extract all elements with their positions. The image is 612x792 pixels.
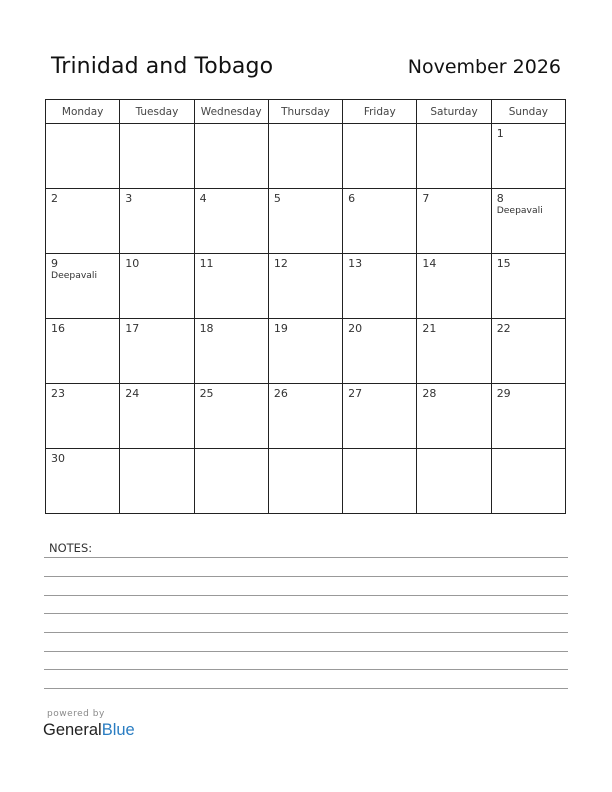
brand-general: General	[43, 721, 102, 739]
day-cell[interactable]	[491, 319, 565, 384]
day-cell[interactable]	[46, 189, 120, 254]
day-cell[interactable]	[194, 384, 268, 449]
day-cell[interactable]	[491, 449, 565, 514]
day-number: 24	[125, 387, 140, 400]
week-row	[46, 124, 566, 189]
day-number: 20	[348, 322, 363, 335]
day-cell[interactable]	[46, 319, 120, 384]
note-line	[44, 688, 568, 689]
note-line	[44, 669, 568, 670]
day-number: 9	[51, 257, 58, 270]
day-number: 17	[125, 322, 140, 335]
day-number: 21	[422, 322, 437, 335]
day-number: 2	[51, 192, 58, 205]
day-cell[interactable]	[120, 319, 194, 384]
weekday-header-row	[46, 100, 566, 124]
day-cell[interactable]	[343, 189, 417, 254]
day-number: 29	[496, 387, 511, 400]
note-line	[44, 613, 568, 614]
note-line	[44, 576, 568, 577]
day-number: 28	[422, 387, 437, 400]
brand-blue: Blue	[101, 721, 135, 739]
week-row	[46, 384, 566, 449]
day-cell[interactable]	[46, 449, 120, 514]
day-number: 30	[51, 452, 65, 465]
day-cell[interactable]	[120, 124, 194, 189]
note-line	[44, 651, 568, 652]
day-cell[interactable]	[343, 124, 417, 189]
day-number: 19	[273, 322, 288, 335]
weekday-wednesday: Wednesday	[194, 100, 268, 124]
day-cell[interactable]	[343, 449, 417, 514]
day-number	[492, 449, 565, 452]
day-cell[interactable]	[417, 124, 491, 189]
day-cell[interactable]	[46, 384, 120, 449]
day-number: 26	[273, 387, 288, 400]
notes-label: NOTES:	[49, 541, 93, 555]
day-number	[417, 124, 490, 127]
month-label: November 2026	[407, 56, 561, 78]
day-cell[interactable]	[343, 319, 417, 384]
day-cell[interactable]	[46, 254, 120, 319]
day-number: 14	[422, 257, 437, 270]
week-row	[46, 189, 566, 254]
day-number: 12	[273, 257, 288, 270]
week-row	[46, 319, 566, 384]
day-number	[417, 449, 490, 452]
day-number	[46, 124, 119, 127]
day-cell[interactable]	[491, 254, 565, 319]
day-cell[interactable]	[417, 449, 491, 514]
day-number: 3	[125, 192, 133, 205]
day-cell[interactable]	[194, 449, 268, 514]
day-cell[interactable]	[120, 189, 194, 254]
day-number: 23	[51, 387, 65, 400]
day-cell[interactable]	[343, 254, 417, 319]
day-cell[interactable]	[268, 124, 342, 189]
holiday-label: Deepavali	[496, 205, 543, 216]
day-cell[interactable]	[417, 189, 491, 254]
day-number	[195, 449, 268, 452]
weekday-sunday: Sunday	[491, 100, 565, 124]
day-cell[interactable]	[194, 124, 268, 189]
day-number: 6	[348, 192, 356, 205]
day-cell[interactable]	[491, 189, 565, 254]
day-number	[269, 449, 342, 452]
day-cell[interactable]	[343, 384, 417, 449]
calendar-grid	[45, 99, 566, 514]
day-number: 11	[199, 257, 214, 270]
week-row	[46, 449, 566, 514]
week-row	[46, 254, 566, 319]
day-cell[interactable]	[491, 384, 565, 449]
page-title: Trinidad and Tobago	[51, 54, 274, 79]
day-number: 16	[51, 322, 65, 335]
weekday-tuesday: Tuesday	[120, 100, 194, 124]
holiday-label: Deepavali	[51, 270, 98, 281]
note-line	[44, 595, 568, 596]
day-cell[interactable]	[46, 124, 120, 189]
day-number: 22	[496, 322, 511, 335]
day-number	[343, 124, 416, 127]
weekday-monday: Monday	[46, 100, 120, 124]
day-cell[interactable]	[268, 189, 342, 254]
day-number: 8	[496, 192, 504, 205]
day-number	[120, 449, 193, 452]
day-cell[interactable]	[268, 449, 342, 514]
day-cell[interactable]	[417, 319, 491, 384]
brand-logo[interactable]	[43, 721, 135, 740]
day-cell[interactable]	[120, 449, 194, 514]
day-number: 13	[348, 257, 363, 270]
day-number	[269, 124, 342, 127]
weekday-saturday: Saturday	[417, 100, 491, 124]
day-number: 27	[348, 387, 363, 400]
day-cell[interactable]	[194, 189, 268, 254]
day-number	[195, 124, 268, 127]
day-number: 18	[199, 322, 214, 335]
day-cell[interactable]	[194, 254, 268, 319]
day-cell[interactable]	[120, 254, 194, 319]
day-cell[interactable]	[417, 254, 491, 319]
day-cell[interactable]	[120, 384, 194, 449]
day-number: 1	[496, 127, 504, 140]
day-number: 7	[422, 192, 430, 205]
day-cell[interactable]	[268, 384, 342, 449]
day-cell[interactable]	[491, 124, 565, 189]
note-line	[44, 632, 568, 633]
day-number: 10	[125, 257, 140, 270]
day-number: 5	[273, 192, 281, 205]
day-cell[interactable]	[417, 384, 491, 449]
day-number: 25	[199, 387, 214, 400]
powered-by-text: powered by	[47, 709, 105, 719]
day-cell[interactable]	[268, 319, 342, 384]
note-line	[44, 557, 568, 558]
day-number: 15	[496, 257, 511, 270]
day-number: 4	[199, 192, 207, 205]
day-number	[120, 124, 193, 127]
weekday-friday: Friday	[343, 100, 417, 124]
day-cell[interactable]	[194, 319, 268, 384]
day-number	[343, 449, 416, 452]
weekday-thursday: Thursday	[268, 100, 342, 124]
day-cell[interactable]	[268, 254, 342, 319]
